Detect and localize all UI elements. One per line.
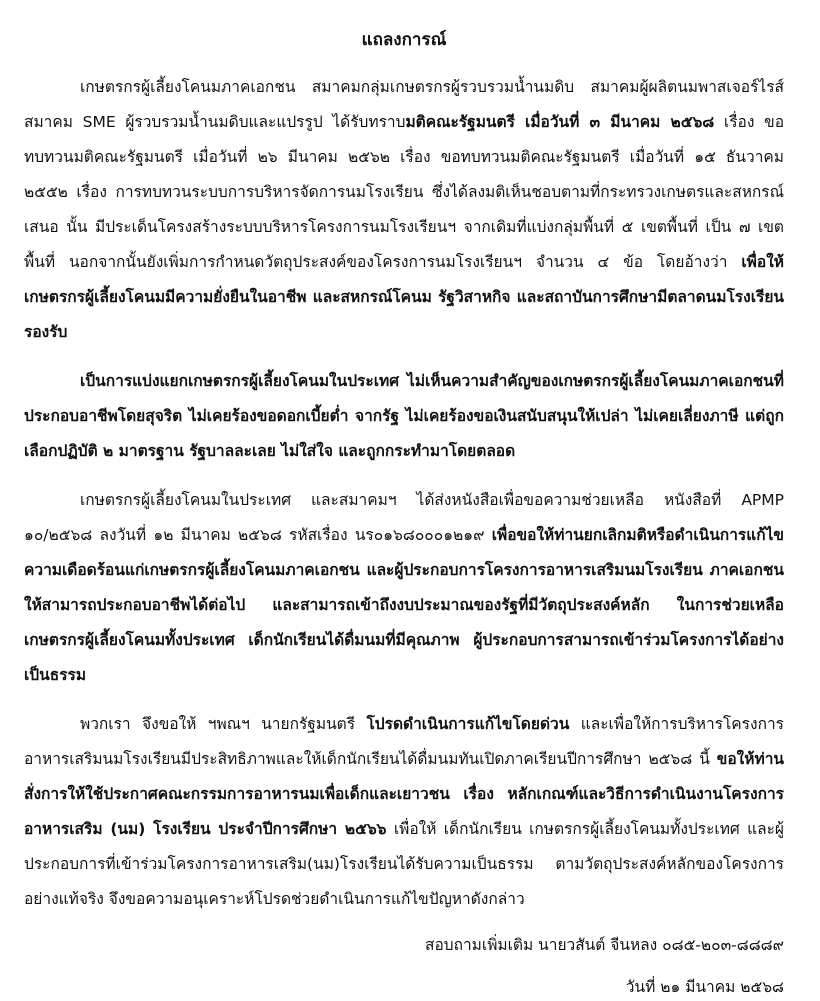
paragraph-emphasis: เพื่อให้เกษตรกรผู้เลี้ยงโคนมมีความยั่งยืนในอาชีพ และสหกรณ์โคนม รัฐวิสาหกิจ และสถาบันการศึกษามีตลาดนมโรงเรียนรองรับ: [24, 253, 784, 341]
paragraph-text: เกษตรกรผู้เลี้ยงโคนมในประเทศ และสมาคมฯ ได้ส่งหนังสือเพื่อขอความช่วยเหลือ หนังสือที่ APMP ๑๐/๒๕๖๘ ลงวันที่ ๑๒ มีนาคม ๒๕๖๘ รหัสเรื่อง นร๐๑๖๘๐๐๐๑๒๑๙: [24, 491, 784, 544]
paragraph-emphasis: เพื่อขอให้ท่านยกเลิกมติหรือดำเนินการแก้ไขความเดือดร้อนแก่เกษตรกรผู้เลี้ยงโคนมภาคเอกชน และผู้ประกอบการโครงการอาหารเสริมนมโรงเรียน ภาคเอกชน ให้สามารถประกอบอาชีพได้ต่อไป และสามารถเข้าถึงงบประมาณของรัฐที่มีวัตถุประสงค์หลัก ในการช่วยเหลือเกษตรกรผู้เลี้ยงโคนมทั้งประเทศ เด็กนักเรียนได้ดื่มนมที่มีคุณภาพ ผู้ประกอบการสามารถเข้าร่วมโครงการได้อย่างเป็นธรรม: [24, 526, 784, 684]
paragraph-text: เรื่อง ขอทบทวนมติคณะรัฐมนตรี เมื่อวันที่ ๒๖ มีนาคม ๒๕๖๒ เรื่อง ขอทบทวนมติคณะรัฐมนตรี เมื่อวันที่ ๑๕ ธันวาคม ๒๕๕๒ เรื่อง การทบทวนระบบการบริหารจัดการนมโรงเรียน ซึ่งได้ลงมติเห็นชอบตามที่กระทรวงเกษตรและสหกรณ์เสนอ นั้น มีประเด็นโครงสร้างระบบบริหารโครงการนมโรงเรียนฯ จากเดิมที่แบ่งกลุ่มพื้นที่ ๕ เขตพื้นที่ เป็น ๗ เขตพื้นที่ นอกจากนั้นยังเพิ่มการกำหนดวัตถุประสงค์ของโครงการนมโรงเรียนฯ จำนวน ๔ ข้อ โดยอ้างว่า: [24, 113, 784, 271]
paragraph-text: และเพื่อให้การบริหารโครงการอาหารเสริมนมโรงเรียนมีประสิทธิภาพและให้เด็กนักเรียนได้ดื่มนมทันเปิดภาคเรียนปีการศึกษา ๒๕๖๘ นี้: [24, 715, 784, 768]
paragraph-text: พวกเรา จึงขอให้ ฯพณฯ นายกรัฐมนตรี: [80, 715, 367, 733]
paragraph-request-letter: [24, 483, 784, 693]
paragraph-text: เกษตรกรผู้เลี้ยงโคนมภาคเอกชน สมาคมกลุ่มเกษตรกรผู้รวบรวมน้ำนมดิบ สมาคมผู้ผลิตนมพาสเจอร์ไรส์ สมาคม SME ผู้รวบรวมน้ำนมดิบและแปรรูป ได้รับทราบ: [24, 78, 784, 131]
paragraph-text: เพื่อให้ เด็กนักเรียน เกษตรกรผู้เลี้ยงโคนมทั้งประเทศ และผู้ประกอบการที่เข้าร่วมโครงการอาหารเสริม(นม)โรงเรียนได้รับความเป็นธรรม ตามวัตถุประสงค์หลักของโครงการอย่างแท้จริง จึงขอความอนุเคราะห์โปรดช่วยดำเนินการแก้ไขปัญหาดังกล่าว: [24, 820, 784, 908]
document-title: แถลงการณ์: [361, 30, 447, 50]
paragraph-emphasis: มติคณะรัฐมนตรี เมื่อวันที่ ๓ มีนาคม ๒๕๖๘: [405, 113, 715, 131]
paragraph-emphasis: เป็นการแบ่งแยกเกษตรกรผู้เลี้ยงโคนมในประเทศ ไม่เห็นความสำคัญของเกษตรกรผู้เลี้ยงโคนมภาคเอกชนที่ประกอบอาชีพโดยสุจริต ไม่เคยร้องขอดอกเบี้ยต่ำ จากรัฐ ไม่เคยร้องขอเงินสนับสนุนให้เปล่า ไม่เคยเลี่ยงภาษี แต่ถูกเลือกปฏิบัติ ๒ มาตรฐาน รัฐบาลละเลย ไม่ใส่ใจ และถูกกระทำมาโดยตลอด: [24, 372, 784, 460]
paragraph-cabinet-resolution: [24, 70, 784, 350]
document-date: วันที่ ๒๑ มีนาคม ๒๕๖๘: [625, 978, 784, 996]
paragraph-emphasis: ขอให้ท่านสั่งการให้ใช้ประกาศคณะกรรมการอาหารนมเพื่อเด็กและเยาวชน เรื่อง หลักเกณฑ์และวิธีการดำเนินงานโครงการอาหารเสริม (นม) โรงเรียน ประจำปีการศึกษา ๒๕๖๖: [24, 750, 784, 838]
contact-line: สอบถามเพิ่มเติม นายวสันต์ จีนหลง ๐๘๕-๒๐๓-๘๘๘๙: [424, 936, 784, 954]
paragraph-emphasis: โปรดดำเนินการแก้ไขโดยด่วน: [366, 715, 570, 733]
paragraph-discrimination: [24, 364, 784, 469]
paragraph-urgent-appeal: [24, 707, 784, 917]
